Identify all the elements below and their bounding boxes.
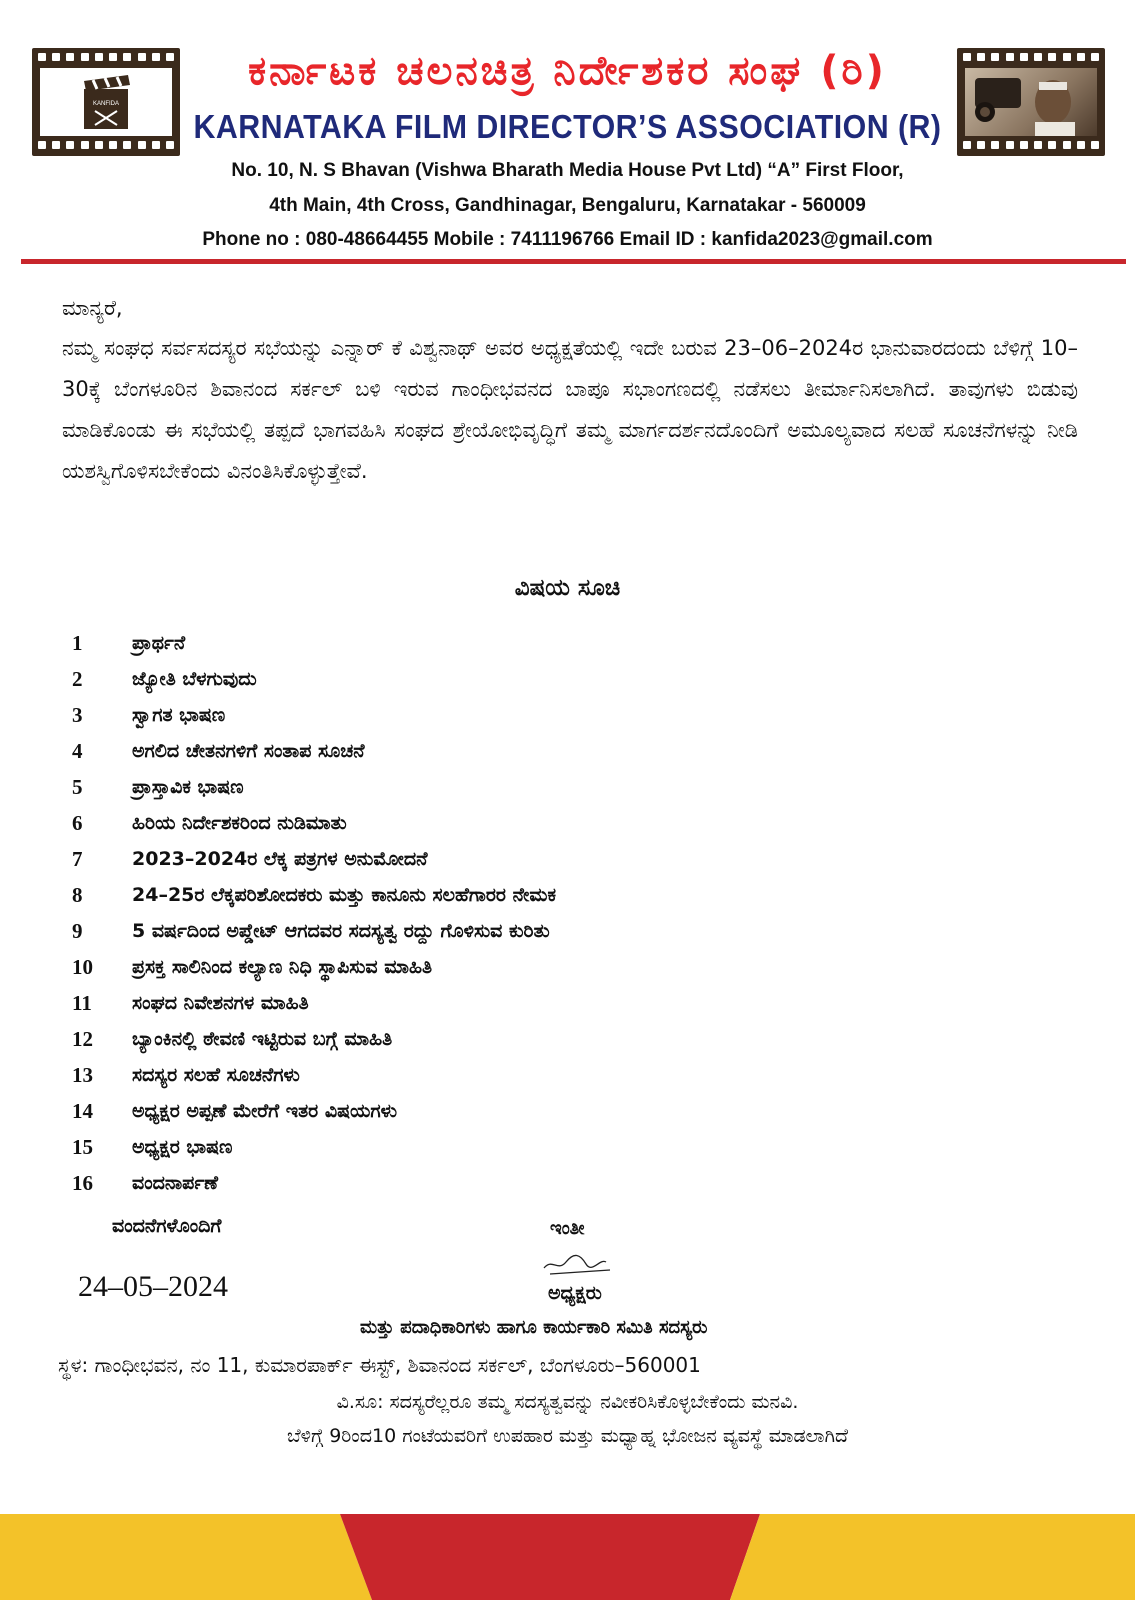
agenda-item xyxy=(72,841,872,877)
agenda-number: 2 xyxy=(72,666,83,691)
film-holes xyxy=(963,141,1099,151)
agenda-number: 6 xyxy=(72,810,83,835)
agenda-item xyxy=(72,1021,872,1057)
agenda-item xyxy=(72,1129,872,1165)
title-english: KARNATAKA FILM DIRECTOR’S ASSOCIATION (R) xyxy=(193,108,942,145)
agenda-text: 24–25ರ ಲೆಕ್ಕಪರಿಶೋದಕರು ಮತ್ತು ಕಾನೂನು ಸಲಹೆಗಾರರ ನೇಮಕ xyxy=(132,884,557,906)
agenda-number: 5 xyxy=(72,774,83,799)
agenda-item xyxy=(72,697,872,733)
agenda-number: 10 xyxy=(72,954,93,979)
address-line-2: 4th Main, 4th Cross, Gandhinagar, Bengaluru, Karnatakar - 560009 xyxy=(269,195,866,216)
agenda-item xyxy=(72,661,872,697)
footer-yellow-left xyxy=(0,1514,372,1600)
agenda-number: 14 xyxy=(72,1098,93,1123)
committee-line: ಮತ್ತು ಪದಾಧಿಕಾರಿಗಳು ಹಾಗೂ ಕಾರ್ಯಕಾರಿ ಸಮಿತಿ ಸದಸ್ಯರು xyxy=(360,1317,708,1338)
agenda-text: ಜ್ಯೋತಿ ಬೆಳಗುವುದು xyxy=(132,668,257,690)
agenda-text: ಬ್ಯಾಂಕಿನಲ್ಲಿ ಠೇವಣಿ ಇಟ್ಟಿರುವ ಬಗ್ಗೆ ಮಾಹಿತಿ xyxy=(132,1028,393,1050)
refreshments-line: ಬೆಳಿಗ್ಗೆ 9ರಿಂದ10 ಗಂಟೆಯವರಿಗೆ ಉಪಹಾರ ಮತ್ತು ಮಧ್ಯಾಹ್ನ ಭೋಜನ ವ್ಯವಸ್ಥೆ ಮಾಡಲಾಗಿದೆ xyxy=(286,1425,849,1447)
signature xyxy=(540,1244,620,1280)
regards-text: ಇಂತೀ xyxy=(550,1218,585,1239)
agenda-item xyxy=(72,1057,872,1093)
agenda-text: 5 ವರ್ಷದಿಂದ ಅಪ್ಡೇಟ್ ಆಗದವರ ಸದಸ್ಯತ್ವ ರದ್ದು ಗೊಳಿಸುವ ಕುರಿತು xyxy=(132,920,550,942)
agenda-number: 12 xyxy=(72,1026,93,1051)
agenda-item xyxy=(72,805,872,841)
agenda-text: ಅಧ್ಯಕ್ಷರ ಭಾಷಣ xyxy=(132,1136,233,1158)
venue-line: ಸ್ಥಳ: ಗಾಂಧೀಭವನ, ನಂ 11, ಕುಮಾರಪಾರ್ಕ್ ಈಸ್ಟ್, ಶಿವಾನಂದ ಸರ್ಕಲ್, ಬೆಂಗಳೂರು–560001 xyxy=(58,1353,701,1377)
agenda-number: 16 xyxy=(72,1170,93,1195)
agenda-text: ಪ್ರಾಸ್ತಾವಿಕ ಭಾಷಣ xyxy=(132,776,244,798)
agenda-item xyxy=(72,625,872,661)
letter-body xyxy=(62,288,1078,492)
agenda-number: 4 xyxy=(72,738,83,763)
agenda-text: 2023–2024ರ ಲೆಕ್ಕ ಪತ್ರಗಳ ಅನುಮೋದನೆ xyxy=(132,848,428,870)
agenda-item xyxy=(72,1093,872,1129)
agenda-number: 13 xyxy=(72,1062,93,1087)
director-with-camera-image xyxy=(965,68,1097,136)
agenda-title: ವಿಷಯ ಸೂಚಿ xyxy=(514,575,621,601)
agenda-item xyxy=(72,733,872,769)
note-line: ವಿ.ಸೂ: ಸದಸ್ಯರೆಲ್ಲರೂ ತಮ್ಮ ಸದಸ್ಯತ್ವವನ್ನು ನವೀಕರಿಸಿಕೊಳ್ಳಬೇಕೆಂದು ಮನವಿ. xyxy=(336,1391,799,1413)
title-kannada: ಕರ್ನಾಟಕ ಚಲನಚಿತ್ರ ನಿರ್ದೇಶಕರ ಸಂಘ (ರಿ) xyxy=(248,48,887,94)
agenda-item xyxy=(72,985,872,1021)
agenda-text: ಸ್ವಾಗತ ಭಾಷಣ xyxy=(132,704,226,726)
agenda-text: ಸಂಘದ ನಿವೇಶನಗಳ ಮಾಹಿತಿ xyxy=(132,992,309,1014)
agenda-number: 3 xyxy=(72,702,83,727)
agenda-number: 8 xyxy=(72,882,83,907)
agenda-item xyxy=(72,913,872,949)
agenda-number: 9 xyxy=(72,918,83,943)
film-holes xyxy=(963,53,1099,63)
president-title: ಅಧ್ಯಕ್ಷರು xyxy=(548,1282,602,1304)
agenda-text: ವಂದನಾರ್ಪಣೆ xyxy=(132,1172,219,1194)
agenda-item xyxy=(72,769,872,805)
letter-date: 24–05–2024 xyxy=(78,1270,228,1303)
agenda-item xyxy=(72,949,872,985)
agenda-number: 11 xyxy=(72,990,92,1015)
footer-red-center xyxy=(340,1514,760,1600)
agenda-item xyxy=(72,877,872,913)
closing-greeting: ವಂದನೆಗಳೊಂದಿಗೆ xyxy=(112,1215,222,1237)
footer-band xyxy=(0,1514,1135,1600)
agenda-item xyxy=(72,1165,872,1201)
salutation: ಮಾನ್ಯರೆ, xyxy=(62,296,123,320)
contact-line: Phone no : 080-48664455 Mobile : 7411196766 Email ID : kanfida2023@gmail.com xyxy=(202,229,933,250)
header-divider xyxy=(21,259,1126,264)
agenda-text: ಪ್ರಸಕ್ತ ಸಾಲಿನಿಂದ ಕಲ್ಯಾಣ ನಿಧಿ ಸ್ಥಾಪಿಸುವ ಮಾಹಿತಿ xyxy=(132,956,433,978)
agenda-number: 15 xyxy=(72,1134,93,1159)
agenda-number: 7 xyxy=(72,846,83,871)
footer-yellow-right xyxy=(730,1514,1135,1600)
logo-text: KANFIDA xyxy=(92,101,120,107)
agenda-text: ಸದಸ್ಯರ ಸಲಹೆ ಸೂಚನೆಗಳು xyxy=(132,1064,300,1086)
agenda-text: ಪ್ರಾರ್ಥನೆ xyxy=(132,632,186,654)
agenda-list xyxy=(72,625,872,1201)
agenda-text: ಅಗಲಿದ ಚೇತನಗಳಿಗೆ ಸಂತಾಪ ಸೂಚನೆ xyxy=(132,740,365,762)
agenda-text: ಹಿರಿಯ ನಿರ್ದೇಶಕರಿಂದ ನುಡಿಮಾತು xyxy=(132,812,347,834)
letter-paragraph: ನಮ್ಮ ಸಂಘಧ ಸರ್ವಸದಸ್ಯರ ಸಭೆಯನ್ನು ಎನ್ನಾರ್ ಕೆ ವಿಶ್ವನಾಥ್ ಅವರ ಅಧ್ಯಕ್ಷತೆಯಲ್ಲಿ ಇದೇ ಬರುವ 23–06–2024ರ ಭಾನುವಾರದಂದು ಬೆಳಿಗ್ಗೆ 10–30ಕ್ಕೆ ಬೆಂಗಳೂರಿನ ಶಿವಾನಂದ ಸರ್ಕಲ್ ಬಳಿ ಇರುವ ಗಾಂಧೀಭವನದ ಬಾಪೂ ಸಭಾಂಗಣದಲ್ಲಿ ನಡೆಸಲು ತೀರ್ಮಾನಿಸಲಾಗಿದೆ. ತಾವುಗಳು ಬಿಡುವು ಮಾಡಿಕೊಂಡು ಈ ಸಭೆಯಲ್ಲಿ ತಪ್ಪದೆ ಭಾಗವಹಿಸಿ ಸಂಘದ ಶ್ರೇಯೋಭಿವೃದ್ಧಿಗೆ ತಮ್ಮ ಮಾರ್ಗದರ್ಶನದೊಂದಿಗೆ ಅಮೂಲ್ಯವಾದ ಸಲಹೆ ಸೂಚನೆಗಳನ್ನು ನೀಡಿ ಯಶಸ್ವಿಗೊಳಿಸಬೇಕೆಂದು ವಿನಂತಿಸಿಕೊಳ್ಳುತ್ತೇವೆ. xyxy=(62,336,1078,483)
photo-frame xyxy=(965,68,1097,136)
agenda-text: ಅಧ್ಯಕ್ಷರ ಅಪ್ಪಣೆ ಮೇರೆಗೆ ಇತರ ವಿಷಯಗಳು xyxy=(132,1100,398,1122)
founder-photo xyxy=(957,48,1105,156)
agenda-number: 1 xyxy=(72,630,83,655)
address-line-1: No. 10, N. S Bhavan (Vishwa Bharath Media House Pvt Ltd) “A” First Floor, xyxy=(231,160,904,181)
